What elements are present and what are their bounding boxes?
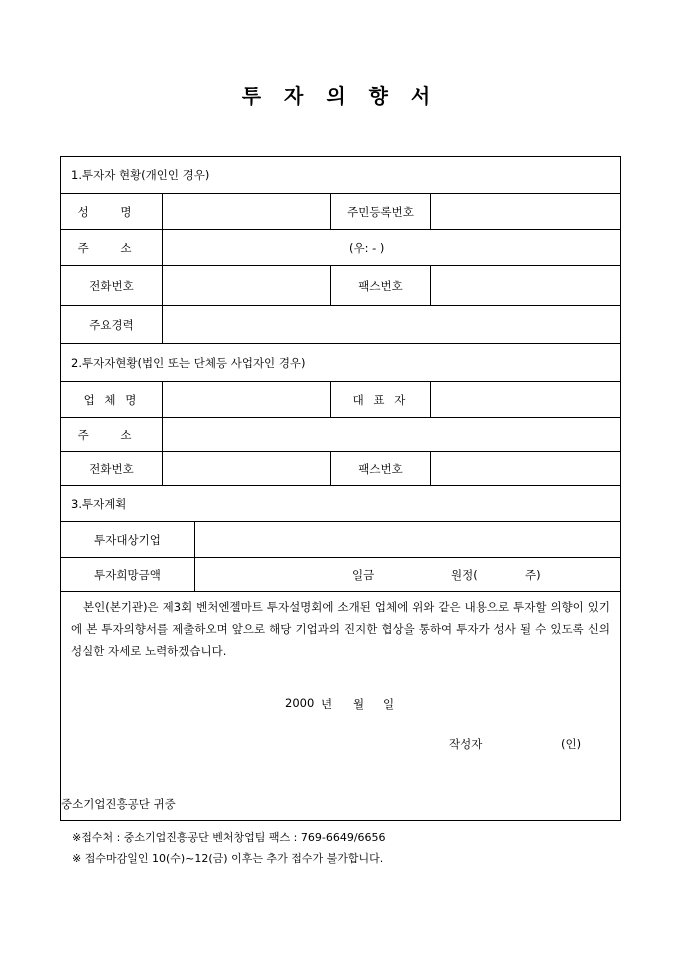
investment-amount-row bbox=[61, 557, 620, 591]
amount-suffix: 원정( bbox=[451, 567, 478, 582]
seal-label: (인) bbox=[561, 737, 582, 751]
name-field[interactable] bbox=[162, 194, 330, 229]
document-title: 투 자 의 향 서 bbox=[241, 84, 439, 108]
amount-shares: 주) bbox=[525, 567, 541, 582]
section2-heading: 2.투자자현황(법인 또는 단체등 사업자인 경우) bbox=[71, 355, 306, 370]
company-fax-field[interactable] bbox=[430, 452, 620, 485]
company-address-label: 주 소 bbox=[77, 427, 146, 442]
declaration-block bbox=[61, 591, 620, 820]
company-field[interactable] bbox=[162, 382, 330, 417]
company-address-row bbox=[61, 417, 620, 451]
section1-heading-row bbox=[61, 157, 620, 193]
representative-field[interactable] bbox=[430, 382, 620, 417]
representative-label: 대 표 자 bbox=[330, 382, 430, 417]
fax-field[interactable] bbox=[430, 266, 620, 305]
investment-amount-label: 투자희망금액 bbox=[94, 567, 161, 582]
phone-field[interactable] bbox=[162, 266, 330, 305]
amount-prefix: 일금 bbox=[352, 567, 375, 582]
investment-intent-form bbox=[60, 156, 621, 821]
company-row bbox=[61, 381, 620, 417]
phone-label: 전화번호 bbox=[89, 278, 134, 293]
date-year-unit: 년 bbox=[321, 697, 333, 711]
phone-row bbox=[61, 265, 620, 305]
date-year: 2000 bbox=[285, 696, 315, 710]
declaration-text: 본인(본기관)은 제3회 벤처엔젤마트 투자설명회에 소개된 업체에 위와 같은 내용으로 투자할 의향이 있기에 본 투자의향서를 제출하오며 앞으로 해당 기업과의 진지한 협상을 통하여 투자가 성사 될 수 있도록 신의 성실한 자세로 노력하겠습니다. bbox=[71, 600, 610, 658]
addressee: 중소기업진흥공단 귀중 bbox=[61, 797, 176, 811]
section2-heading-row bbox=[61, 343, 620, 381]
rrn-field[interactable] bbox=[430, 194, 620, 229]
postal-code-field[interactable]: (우: - ) bbox=[162, 230, 620, 265]
company-label: 업 체 명 bbox=[83, 392, 140, 407]
target-company-field[interactable] bbox=[194, 522, 620, 557]
company-phone-row bbox=[61, 451, 620, 485]
company-fax-label: 팩스번호 bbox=[330, 452, 430, 485]
contact-note: ※접수처 : 중소기업진흥공단 벤처창업팀 팩스 : 769-6649/6656 bbox=[72, 831, 386, 844]
career-row bbox=[61, 305, 620, 343]
career-field[interactable] bbox=[162, 306, 620, 343]
name-row bbox=[61, 193, 620, 229]
date-day-unit: 일 bbox=[383, 697, 395, 711]
company-phone-field[interactable] bbox=[162, 452, 330, 485]
address-label: 주 소 bbox=[77, 240, 146, 255]
section3-heading-row bbox=[61, 485, 620, 521]
writer-label: 작성자 bbox=[449, 737, 483, 751]
date-month-unit: 월 bbox=[353, 697, 365, 711]
deadline-note: ※ 접수마감일인 10(수)~12(금) 이후는 추가 접수가 불가합니다. bbox=[72, 852, 384, 865]
address-row bbox=[61, 229, 620, 265]
rrn-label: 주민등록번호 bbox=[330, 194, 430, 229]
name-label: 성 명 bbox=[77, 204, 146, 219]
section3-heading: 3.투자계획 bbox=[71, 496, 127, 511]
section1-heading: 1.투자자 현황(개인인 경우) bbox=[71, 168, 210, 182]
company-address-field[interactable] bbox=[162, 418, 620, 451]
target-company-label: 투자대상기업 bbox=[94, 532, 161, 547]
career-label: 주요경력 bbox=[89, 317, 134, 332]
fax-label: 팩스번호 bbox=[330, 266, 430, 305]
investment-amount-field[interactable] bbox=[194, 558, 620, 591]
target-company-row bbox=[61, 521, 620, 557]
company-phone-label: 전화번호 bbox=[89, 461, 134, 476]
